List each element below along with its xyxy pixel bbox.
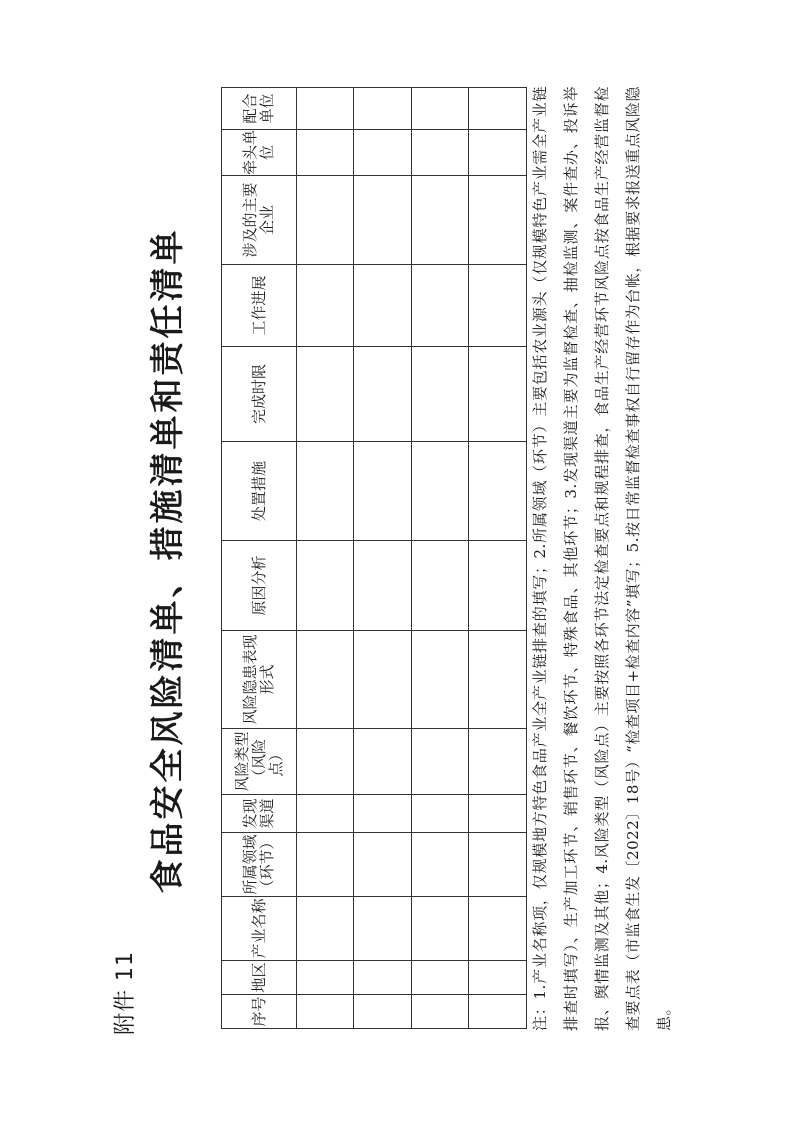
table-cell — [354, 347, 411, 442]
table-cell — [469, 130, 526, 176]
table-cell — [297, 795, 354, 833]
footnote: 注：1.产业名称项，仅规模地方特色食品产业全产业链排查的填写；2.所属领域（环节）主要包括农业源头（仅规模特色产业需全产业链排查时填写）、生产加工环节、销售环节、餐饮环节、特殊食品、其他环节；3.发现渠道主要为监督检查、抽检监测、案件查办、投诉举报、舆情监测及其他；4.风险类型（风险点）主要按照各环节法定检查要点和规程排查，食品生产经营环节风险点按食品生产经营监督检查要点表（市监食生发〔2022〕18号）“检查项目+检查内容”填写；5.按日常监督检查事权自行留存作为台帐，根据要求报送重点风险隐患。 — [531, 86, 673, 1031]
table-cell — [354, 631, 411, 729]
table-cell — [411, 442, 468, 541]
table-cell — [469, 347, 526, 442]
header-cell: 工作进展 — [222, 265, 297, 347]
header-cell: 发现渠道 — [222, 795, 297, 833]
table-cell — [469, 897, 526, 961]
table-row — [354, 88, 411, 1029]
header-cell: 牵头单位 — [222, 130, 297, 176]
table-cell — [411, 631, 468, 729]
table-cell — [411, 729, 468, 795]
table-cell — [411, 995, 468, 1029]
table-cell — [411, 88, 468, 130]
table-cell — [411, 541, 468, 631]
table-cell — [297, 265, 354, 347]
table-cell — [469, 995, 526, 1029]
table-cell — [469, 833, 526, 897]
table-cell — [354, 88, 411, 130]
table-cell — [297, 833, 354, 897]
attachment-label: 附件 11 — [113, 951, 138, 1035]
header-cell: 处置措施 — [222, 442, 297, 541]
table-cell — [411, 833, 468, 897]
table-cell — [297, 961, 354, 995]
table-cell — [297, 631, 354, 729]
table-cell — [411, 897, 468, 961]
header-cell: 风险隐患表现形式 — [222, 631, 297, 729]
header-cell: 所属领域（环节） — [222, 833, 297, 897]
table-cell — [354, 176, 411, 265]
table-cell — [297, 995, 354, 1029]
table-cell — [354, 795, 411, 833]
table-cell — [469, 88, 526, 130]
table-cell — [411, 130, 468, 176]
header-cell: 风险类型（风险点） — [222, 729, 297, 795]
risk-list-table — [221, 87, 527, 1029]
table-cell — [411, 795, 468, 833]
table-cell — [469, 442, 526, 541]
table-cell — [297, 442, 354, 541]
table-cell — [354, 541, 411, 631]
table-cell — [411, 961, 468, 995]
table-cell — [469, 541, 526, 631]
table-cell — [354, 729, 411, 795]
header-cell: 产业名称 — [222, 897, 297, 961]
table-cell — [354, 130, 411, 176]
header-cell: 完成时限 — [222, 347, 297, 442]
table-cell — [354, 961, 411, 995]
table-cell — [297, 176, 354, 265]
table-cell — [297, 347, 354, 442]
table-cell — [469, 795, 526, 833]
table-cell — [297, 897, 354, 961]
table-body — [297, 88, 527, 1029]
table-cell — [354, 995, 411, 1029]
table-row — [411, 88, 468, 1029]
header-cell: 涉及的主要企业 — [222, 176, 297, 265]
table-cell — [469, 729, 526, 795]
table-cell — [411, 176, 468, 265]
table-cell — [297, 88, 354, 130]
page-title: 食品安全风险清单、措施清单和责任清单 — [148, 227, 188, 894]
table-cell — [297, 541, 354, 631]
table-header-row — [222, 88, 297, 1029]
table-row — [469, 88, 526, 1029]
table-cell — [411, 347, 468, 442]
table-cell — [297, 729, 354, 795]
table-cell — [354, 897, 411, 961]
header-cell: 地区 — [222, 961, 297, 995]
table-cell — [354, 265, 411, 347]
header-cell: 序号 — [222, 995, 297, 1029]
table-cell — [354, 442, 411, 541]
table-cell — [469, 631, 526, 729]
header-cell: 配合单位 — [222, 88, 297, 130]
table-cell — [469, 961, 526, 995]
table-cell — [469, 176, 526, 265]
table-cell — [411, 265, 468, 347]
table-row — [297, 88, 354, 1029]
table-cell — [297, 130, 354, 176]
table-cell — [469, 265, 526, 347]
table-cell — [354, 833, 411, 897]
header-cell: 原因分析 — [222, 541, 297, 631]
